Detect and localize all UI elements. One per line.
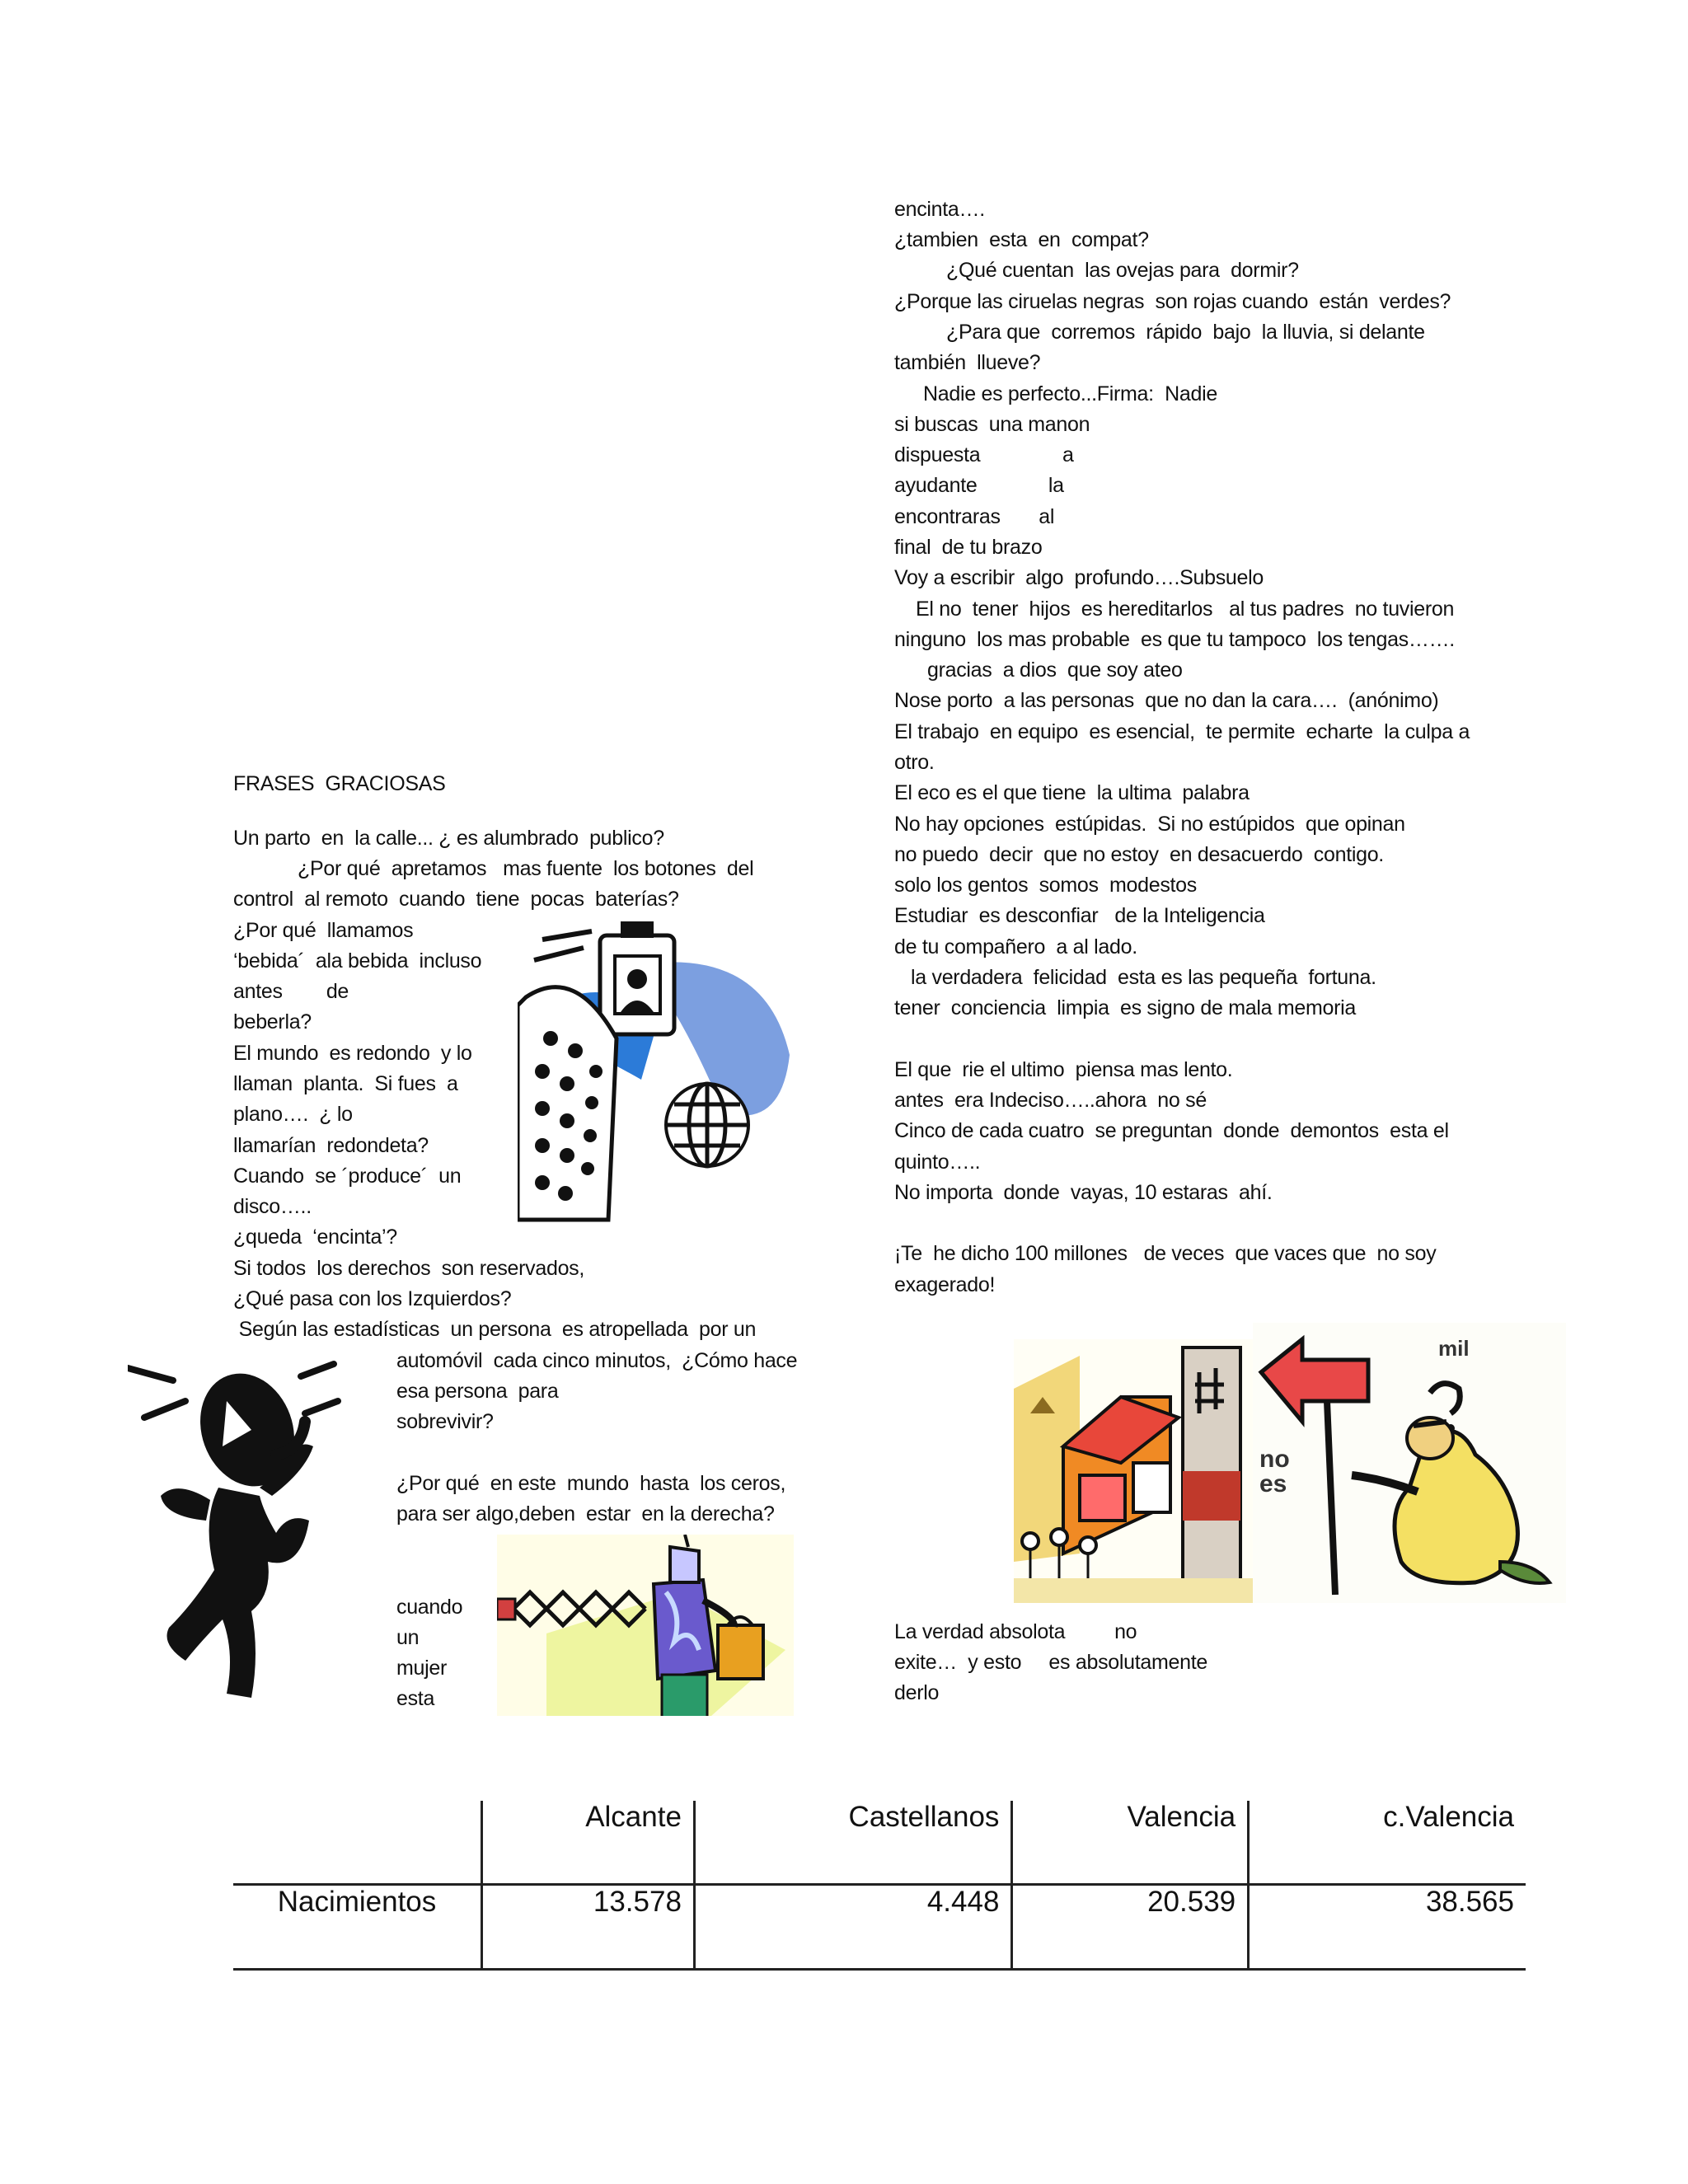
text-line: encinta…. [894, 198, 985, 221]
text-line: El que rie el ultimo piensa mas lento. [894, 1058, 1233, 1081]
table-row [233, 1885, 1526, 1970]
table-cell: 20.539 [1012, 1885, 1249, 1970]
text-line: gracias a dios que soy ateo [927, 658, 1183, 682]
table-header-row [233, 1801, 1526, 1885]
text-line: también llueve? [894, 351, 1041, 374]
text-line: Voy a escribir algo profundo….Subsuelo [894, 566, 1264, 589]
text-line: ¿Qué cuentan las ovejas para dormir? [946, 259, 1299, 282]
text-line: antes de [233, 980, 349, 1003]
text-line: ninguno los mas probable es que tu tampoco los tengas……. [894, 628, 1455, 651]
text-line: disco….. [233, 1195, 312, 1218]
text-line: derlo [894, 1681, 940, 1704]
text-line: exagerado! [894, 1273, 996, 1296]
text-line: Nadie es perfecto...Firma: Nadie [923, 382, 1217, 405]
text-line: ayudante la [894, 474, 1064, 497]
text-line: si buscas una manon [894, 413, 1090, 436]
text-line: exite… y esto es absolutamente [894, 1651, 1207, 1674]
text-line: Un parto en la calle... ¿ es alumbrado publico? [233, 827, 664, 850]
table-column-header: Alcante [482, 1801, 695, 1885]
laughing-stick-figure-clipart [128, 1356, 375, 1710]
text-line: ¿Por qué llamamos [233, 919, 414, 942]
text-line: automóvil cada cinco minutos, ¿Cómo hace [396, 1349, 798, 1372]
table-column-header: Castellanos [694, 1801, 1012, 1885]
text-line: final de tu brazo [894, 536, 1043, 559]
births-table [233, 1801, 1526, 1971]
text-line: otro. [894, 751, 935, 774]
text-line: ¿Por qué en este mundo hasta los ceros, [396, 1472, 786, 1495]
page-title: FRASES GRACIOSAS [233, 772, 446, 795]
text-line: un [396, 1626, 420, 1649]
salesman-clipart [497, 1535, 794, 1716]
text-line: la verdadera felicidad esta es las pequeña fortuna. [911, 966, 1376, 989]
text-line: plano…. ¿ lo [233, 1103, 353, 1126]
lost-traveler-signpost-clipart [1253, 1323, 1566, 1603]
table-column-header: Valencia [1012, 1801, 1249, 1885]
shop-front-clipart [1014, 1339, 1261, 1603]
table-cell: 38.565 [1249, 1885, 1526, 1970]
table-corner-cell [233, 1801, 482, 1885]
text-line: ¿queda ‘encinta’? [233, 1226, 397, 1249]
text-line: ¿Porque las ciruelas negras son rojas cuando están verdes? [894, 290, 1451, 313]
table-cell: 4.448 [694, 1885, 1012, 1970]
text-line: La verdad absolota no [894, 1620, 1137, 1643]
text-line: ¿Por qué apretamos mas fuente los botones del [298, 857, 754, 880]
table-column-header: c.Valencia [1249, 1801, 1526, 1885]
text-line: antes era Indeciso…..ahora no sé [894, 1089, 1207, 1112]
sign-text-mil: mil [1438, 1336, 1470, 1361]
text-line: ¿Para que corremos rápido bajo la lluvia, si delante [946, 321, 1425, 344]
text-line: control al remoto cuando tiene pocas baterías? [233, 888, 679, 911]
sign-text-es: es [1259, 1470, 1287, 1497]
text-line: no puedo decir que no estoy en desacuerdo contigo. [894, 843, 1384, 866]
text-line: sobrevivir? [396, 1410, 494, 1433]
text-line: esta [396, 1687, 435, 1710]
text-line: llamarían redondeta? [233, 1134, 429, 1157]
text-line: El trabajo en equipo es esencial, te permite echarte la culpa a [894, 720, 1470, 743]
sign-text-no: no [1259, 1446, 1290, 1473]
text-line: El no tener hijos es hereditarlos al tus padres no tuvieron [916, 598, 1455, 621]
text-line: llaman planta. Si fues a [233, 1072, 458, 1095]
text-line: de tu compañero a al lado. [894, 935, 1137, 958]
text-line: ¡Te he dicho 100 millones de veces que vaces que no soy [894, 1242, 1437, 1265]
table-cell: 13.578 [482, 1885, 695, 1970]
text-line: Según las estadísticas un persona es atropellada por un [233, 1318, 757, 1341]
text-line: Cuando se ´produce´ un [233, 1165, 462, 1188]
text-line: ¿tambien esta en compat? [894, 228, 1149, 251]
text-line: Estudiar es desconfiar de la Inteligencia [894, 904, 1265, 927]
remote-control-clipart [518, 915, 798, 1224]
table-row-label: Nacimientos [233, 1885, 482, 1970]
text-line: Nose porto a las personas que no dan la cara…. (anónimo) [894, 689, 1439, 712]
text-line: mujer [396, 1657, 448, 1680]
text-line: tener conciencia limpia es signo de mala memoria [894, 996, 1356, 1019]
text-line: para ser algo,deben estar en la derecha? [396, 1502, 775, 1526]
text-line: No hay opciones estúpidas. Si no estúpidos que opinan [894, 813, 1405, 836]
text-line: ¿Qué pasa con los Izquierdos? [233, 1287, 512, 1310]
text-line: Cinco de cada cuatro se preguntan donde demontos esta el [894, 1119, 1449, 1142]
text-line: dispuesta a [894, 443, 1074, 466]
text-line: No importa donde vayas, 10 estaras ahí. [894, 1181, 1273, 1204]
text-line: Si todos los derechos son reservados, [233, 1257, 585, 1280]
text-line: beberla? [233, 1010, 312, 1033]
text-line: encontraras al [894, 505, 1055, 528]
text-line: cuando [396, 1596, 463, 1619]
text-line: esa persona para [396, 1380, 559, 1403]
text-line: El eco es el que tiene la ultima palabra [894, 781, 1250, 804]
text-line: ‘bebida´ ala bebida incluso [233, 949, 482, 972]
text-line: El mundo es redondo y lo [233, 1042, 472, 1065]
text-line: solo los gentos somos modestos [894, 874, 1197, 897]
text-line: quinto….. [894, 1151, 981, 1174]
